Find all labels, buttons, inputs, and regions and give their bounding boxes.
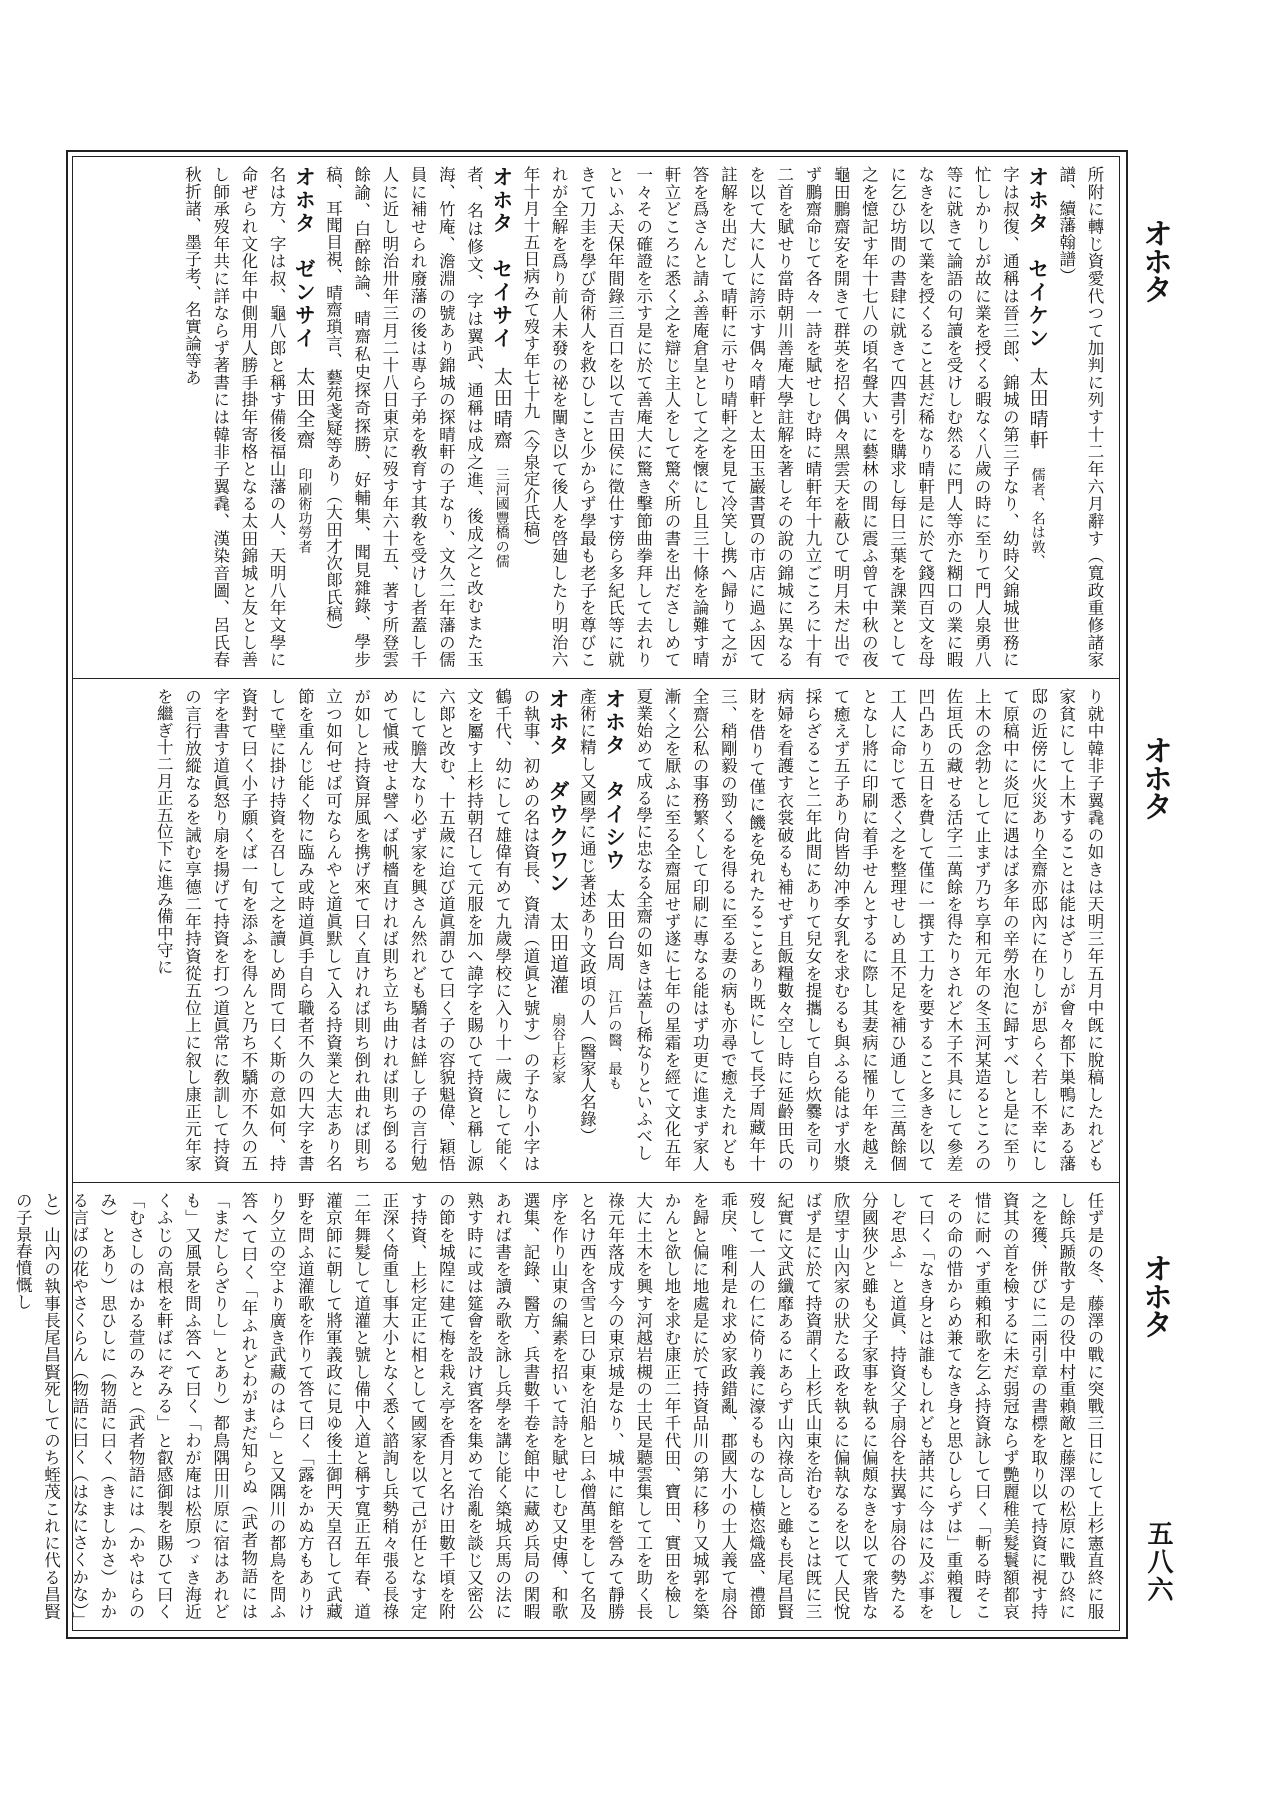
entry-heading	[600, 688, 628, 1172]
body-paragraph: 產術に精し又國學に通じ著述あり文政頃の人（醫家人名錄）	[577, 688, 597, 1145]
body-paragraph: 字は叔復、通稱は晉三郎、錦城の第三子なり、幼時父錦城世務に忙しかりしが故に業を授くる暇なく八歲の時に至りて門人泉勇八等に就きて論語の句讀を受けしむ然るに門人等亦た糊口の業に暇なきを以て業を授くること甚だ稀なり晴軒是に於て錢四百文を母に乞ひ坊間の書肆に就きて四書引を購求し每日三葉を課業として之を憶記す年十七八の頃名聲大いに藝林の間に震ふ曾て中秋の夜龜田鵬齋安を開きて群英を招く偶々黑雲天を蔽ひて明月未だ出でず鵬齋命じて各々一詩を賦せしむ時に晴軒年十九立ごころに十有二首を賦せり當時朝川善庵大學註解を著しその說の錦城に異なるを以て大に人に誇示す偶々晴軒と太田玉巖書賈の市店に過ふ因て註解を出だして晴軒に示せり晴軒之を見て冷笑し携へ歸りて之が答を爲さんと請ふ善庵倉皇として之を懷にし且三十條を論難す晴軒立どころに悉く之を辯じ主人をして驚ぐ所の書を出ださしめて一々その確證を示す是に於て善庵大に驚き擊節曲拳拜して去れりといふ天保年間錄三百口を以て吉田侯に徵仕す傍ら多紀氏等に就きて刀圭を學び奇術人を救ひしこと少からず學最も老子を尊びこれが全解を爲り前人未發の祕を闡き以て後人を啓廸したり明治六年十月十五日病みて歿す年七十九（今泉定介氏稿）	[520, 166, 1020, 668]
body-paragraph: 任ず是の冬、藤澤の戰に突戰三日にして上杉憲直終に服し餘兵踬散す是の役中村重賴敵と藤澤の松原に戰ひ終に之を獲、併びに二兩引章の書標を取り以て持資に視す持資其の首を檢するに未だ弱冠ならず艷麗稚美髮鬟額都哀惜に耐へず重賴和歌を乞ふ持資詠して曰く「斬る時そこその命の惜からめ兼てなき身と思ひしらずは」重賴覆して曰く「なき身とは誰もしれども諸共に今はに及ぶ事をしぞ思ふ」と道眞、持資父子扇谷を扶翼す扇谷の勢たる分國狹少と雖も父子家事を執るに偏頗なきを以て衆皆な欣望す山內家の狀たる政を執るに偏執なるを以て人民悅ばず是に於て持資謂く上杉氏山東を治むることは旣に三紀實に文武纖靡あるにあらず山內祿高しと雖も長尾昌賢歿して一人の仁に倚り義に濠るものなし橫恣熾盛、禮節乖戾、唯利是れ求め家政錯亂、郡國大小の士人義て扇谷を歸と偏に地處是に於て持資品川の第に移り又城郭を築かんと欲し地を求む康正二年千代田、寶田、實田を檢し大に土木を興す河越岩槻の士民是聽雲集して工を助く長祿元年落成す今の東京城是なり、城中に館を營みて靜勝と名け西を含雪と曰ひ東を泊船と曰ふ僧萬里をして名及序を作り山東の編素を招いて詩を賦せしむ又史傳、和歌選集、記錄、醫方、兵書數千卷を館中に藏め兵局の閑暇あれば書を讀み歌を詠し兵學を講じ能く築城兵馬の法に熟す時に或は筵會を設け賓客を集めて治亂を談じ又密公の節を城隍に建て梅を栽え亭を香月と名け田數千頃を附す持資、上杉定正に相として國家を以て己が任となす定正深く倚重し事大小となく悉く諮詢し兵勢稍々張る長祿二年舞髮して道灌と號し備中入道と稱す寬正五年春、道灌京師に朝して將軍義政に見ゆ後土御門天皇召して武藏野を問ふ道灌歌を作りて答て曰く「露をかぬ方もありけり夕立の空より廣き武藏のはら」と又隅川の都鳥を問ふ答へて曰く「年ふれどわがまだ知らぬ（武者物語には「まだしらざりし」とあり）都鳥隅田川原に宿はあれども」又風景を問ふ答へて曰く「わが庵は松原つゞき海近くふじの高根を軒ばにぞみる」と叡感御製を賜ひて曰く「むさしのはかる萱のみと（武者物語には（かやはらのみ）とあり）思ひしに（物語に曰く（きましかさ）かかる言ばの花やさくらん（物語に曰く（はなにさくかな）」と）山內の執事長尾昌賢死してのち蛭茂これに代る昌賢の子景春憤慨し	[13, 1192, 1104, 1620]
panel-divider-2	[72, 1182, 1120, 1183]
entry-heading	[544, 688, 572, 1172]
body-paragraph: 名は方、字は叔、龜八郎と稱す備後福山藩の人、天明八年文學に命ぜられ文化年中側用人勝手掛年寄格となる太田錦城と友とし善し師承歿年共に詳ならず著書には韓非子翼毳、漢染音圖、呂氏春秋折諸、墨子考、名實論等あ	[182, 166, 287, 668]
page-number: 五八六	[1143, 1520, 1173, 1604]
entry-title: オホタ セイサイ	[489, 166, 514, 350]
entry-note: 江戶の醫、最も	[606, 989, 623, 1091]
entry-name: 太田全齋	[293, 366, 316, 451]
entry-title: オホタ ダウクワン	[546, 688, 571, 895]
entry-note: 儒者、名は敦、	[1029, 467, 1046, 569]
body-paragraph: 所附に轉じ資愛代つて加判に列す十二年六月辭す（寬政重修諸家譜、續藩翰譜）	[1056, 166, 1104, 668]
entry-name: 太田台周	[603, 888, 626, 973]
running-header-3: オホタ	[1137, 1253, 1172, 1337]
body-paragraph: 者、名は修文、字は翼武、通稱は成之進、後成之と改むまた玉海、竹庵、澹淵の號あり錦城の探晴軒の子なり、文久二年藩の儒員に補せられ廢藩の後は專ら子弟を敎育す其敎を受けし者蓋し千人に近し明治卅年三月二十八日東京に歿す年六十五、著す所登雲餘諭、白醉餘論、晴齋私史探奇探勝、好輔集、聞見雜錄、學步稿、耳聞目視、晴齋瑣言、藝苑戔疑等あり（大田才次郞氏稿）	[323, 166, 484, 668]
body-paragraph: り就中韓非子翼毳の如きは天明三年五月中旣に脫稿したれども家貧にして上木することは能はざりしが會々都下巣鴨にある藩邸の近傍に火災あり全齋亦邸內に在りしが思らく若し不幸にして原稿中に炎厄に遇はば多年の辛勞水泡に歸すべしと是に至り上木の念勃として止まず乃ち享和元年の冬玉河某造るところの佐垣氏の藏せる活字二萬餘を得たりされど木子不具にして參差凹凸あり五日を費して僅に一撰す工力を要すること多きを以て工人に命じて悉く之を整理せしめ且不足を補ひ通して三萬餘個となし將に印刷に着手せんとするに際し其妻病に罹り年を越えて癒えず五子あり尙皆幼冲季女乳を求むるも與ふる能はず水漿採らざること二年此間にありて兒女を提攜して自ら炊爨を司り病婦を看護す衣裳破るも補せず且飯糧數々空し時に延齡田氏の財を借りて僅に饑を免れたることあり既にして長子周藏年十三、稍剛毅の勁くるを得るに至る妻の病も亦尋で癒えたれども全齋公私の事務繁くして印刷に專なる能はず功更に進まず家人漸く之を厭ふに至る全齋屈せず遂に七年の星霜を經て文化五年夏業始めて成る學に忠なる全齋の如きは蓋し稀なりといふべし	[633, 688, 1104, 1172]
running-header-2: オホタ	[1137, 735, 1172, 819]
text-panel-top	[84, 166, 1108, 668]
entry-note: 扇谷上杉家	[550, 1012, 567, 1085]
entry-title: オホタ セイケン	[1025, 166, 1050, 350]
entry-name: 太田晴齋	[490, 366, 513, 451]
entry-title: オホタ ゼンサイ	[292, 166, 317, 350]
body-paragraph: の執事、初めの名は資長、資清（道眞と號す）の子なり小字は鶴千代、幼にして雄偉有めて九歲學校に入り十一歲にして能く文を屬す上杉持朝召して元服を加へ諱字を賜ひて持資と稱し源六郞と改む、十五歲に迨び道眞謂ひて曰く子の容貌魁偉、穎悟にして膽大なり必ず家を興さん然れども驕者は鮮し子の言行勉めて愼戒せよ譬へば帆檣直ければ則ち立ち曲ければ則ち倒るるが如しと持資屏風を携げ來て曰く直ければ則ち倒れ曲れば則ち立つ如何せば可ならんやと道眞默して入る持資業と大志あり名節を重んじ能く物に臨み或時道眞手自ら職者不久の四大字を書して壁に掛け持資を召して之を讀しめ問て曰く斯の意如何、持資對て曰く小子願くば一旬を添ふを得んと乃ち不驕亦不久の五字を書す道眞怒り扇を揚げて持資を打つ道眞常に敎訓して持資の言行放縱なるを誡む享德二年持資從五位上に叙し康正元年家を繼ぎ十二月正五位下に進み備中守に	[154, 688, 540, 1172]
entry-heading	[1023, 166, 1051, 668]
entry-name: 太田晴軒	[1026, 366, 1049, 451]
entry-title: オホタ タイシウ	[602, 688, 627, 872]
panel-divider-1	[72, 678, 1120, 679]
entry-heading	[290, 166, 318, 668]
entry-note: 印刷術功勞者	[296, 467, 313, 555]
text-panel-middle	[84, 688, 1108, 1172]
entry-name: 太田道灌	[547, 911, 570, 996]
text-panel-bottom	[13, 1192, 1108, 1620]
running-header-1: オホタ	[1137, 218, 1172, 302]
entry-heading	[488, 166, 516, 668]
entry-note: 三河國豐橋の儒	[493, 467, 510, 569]
